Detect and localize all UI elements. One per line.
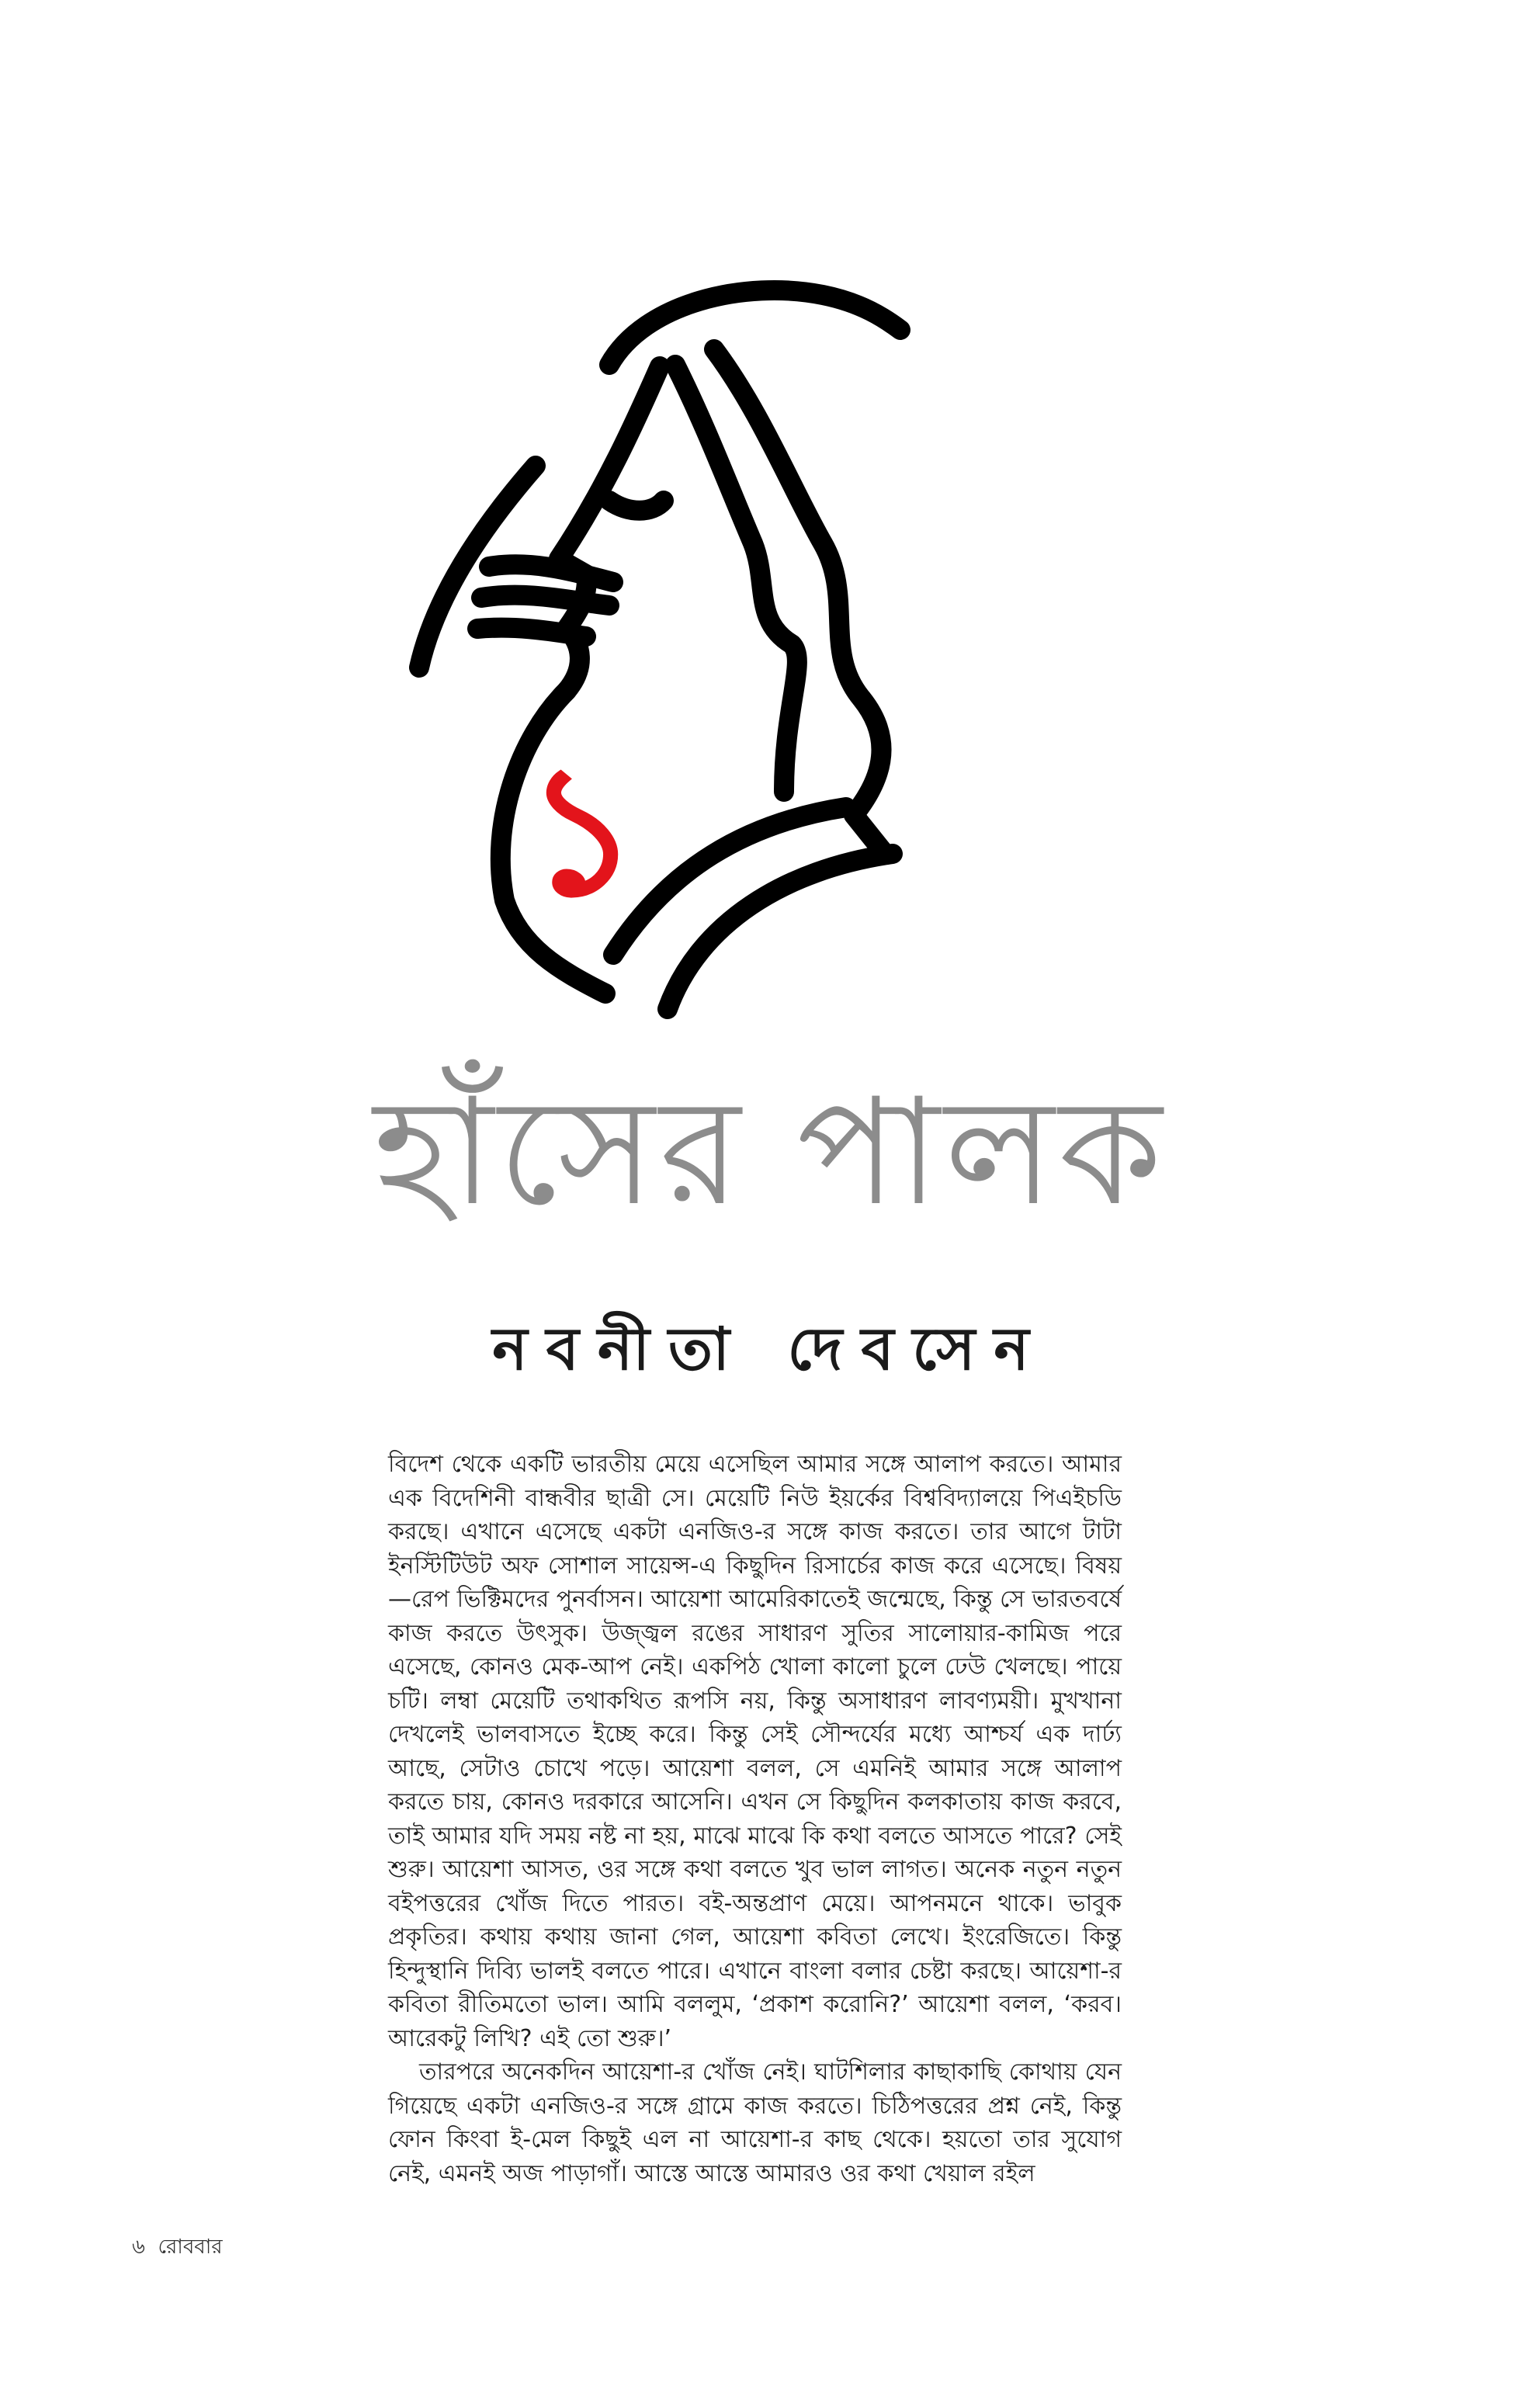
finger-stroke-1 <box>489 564 613 582</box>
page-number: ৬ <box>132 2235 145 2259</box>
woman-profile-line-art-icon <box>388 233 1009 1048</box>
article-paragraph: বিদেশ থেকে একটি ভারতীয় মেয়ে এসেছিল আমার সঙ্গে আলাপ করতে। আমার এক বিদেশিনী বান্ধবীর ছাত্রী সে। মেয়েটি নিউ ইয়র্কের বিশ্ববিদ্যালয়ে পিএইচডি করছে। এখানে এসেছে একটা এনজিও-র সঙ্গে কাজ করতে। তার আগে টাটা ইনস্টিটিউট অফ সোশাল সায়েন্স-এ কিছুদিন রিসার্চের কাজ করে এসেছে। বিষয়—রেপ ভিক্টিমদের পুনর্বাসন। আয়েশা আমেরিকাতেই জন্মেছে, কিন্তু সে ভারতবর্ষে কাজ করতে উৎসুক। উজ্জ্বল রঙের সাধারণ সুতির সালোয়ার-কামিজ পরে এসেছে, কোনও মেক-আপ নেই। একপিঠ খোলা কালো চুলে ঢেউ খেলছে। পায়ে চটি। লম্বা মেয়েটি তথাকথিত রূপসি নয়, কিন্তু অসাধারণ লাবণ্যময়ী। মুখখানা দেখলেই ভালবাসতে ইচ্ছে করে। কিন্তু সেই সৌন্দর্যের মধ্যে আশ্চর্য এক দার্ঢ্য আছে, সেটাও চোখে পড়ে। আয়েশা বলল, সে এমনিই আমার সঙ্গে আলাপ করতে চায়, কোনও দরকারে আসেনি। এখন সে কিছুদিন কলকাতায় কাজ করবে, তাই আমার যদি সময় নষ্ট না হয়, মাঝে মাঝে কি কথা বলতে আসতে পারে? সেই শুরু। আয়েশা আসত, ওর সঙ্গে কথা বলতে খুব ভাল লাগত। অনেক নতুন নতুন বইপত্তরের খোঁজ দিতে পারত। বই-অন্তপ্রাণ মেয়ে। আপনমনে থাকে। ভাবুক প্রকৃতির। কথায় কথায় জানা গেল, আয়েশা কবিতা লেখে। ইংরেজিতে। কিন্তু হিন্দুস্থানি দিব্যি ভালই বলতে পারে। এখানে বাংলা বলার চেষ্টা করছে। আয়েশা-র কবিতা রীতিমতো ভাল। আমি বললুম, ‘প্রকাশ করোনি?’ আয়েশা বলল, ‘করব। আরেকটু লিখি? এই তো শুরু।’ <box>388 1451 1122 2052</box>
shoulder-stroke <box>668 854 893 1009</box>
author-name: নবনীতা দেবসেন <box>492 1314 1048 1383</box>
finger-stroke-3 <box>477 628 586 636</box>
chapter-illustration <box>388 233 1009 1048</box>
hair-back-stroke <box>714 349 885 854</box>
chapter-numeral: ১ <box>524 728 640 935</box>
face-jaw-stroke <box>675 365 797 792</box>
page-footer <box>132 2231 223 2265</box>
closed-eye-stroke <box>609 501 664 511</box>
article-body <box>388 1448 1122 2190</box>
article-paragraph: তারপরে অনেকদিন আয়েশা-র খোঁজ নেই। ঘাটশিলার কাছাকাছি কোথায় যেন গিয়েছে একটা এনজিও-র সঙ্গে গ্রামে কাজ করতে। চিঠিপত্তরের প্রশ্ন নেই, কিন্তু ফোন কিংবা ই-মেল কিছুই এল না আয়েশা-র কাছ থেকে। হয়তো তার সুযোগ নেই, এমনই অজ পাড়াগাঁ। আস্তে আস্তে আমারও ওর কথা খেয়াল রইল <box>388 2058 1122 2187</box>
story-title: হাঁসের পালক <box>373 1066 1167 1238</box>
magazine-name: রোববার <box>158 2235 223 2259</box>
finger-stroke-2 <box>481 595 609 605</box>
hair-top-stroke <box>609 290 900 365</box>
